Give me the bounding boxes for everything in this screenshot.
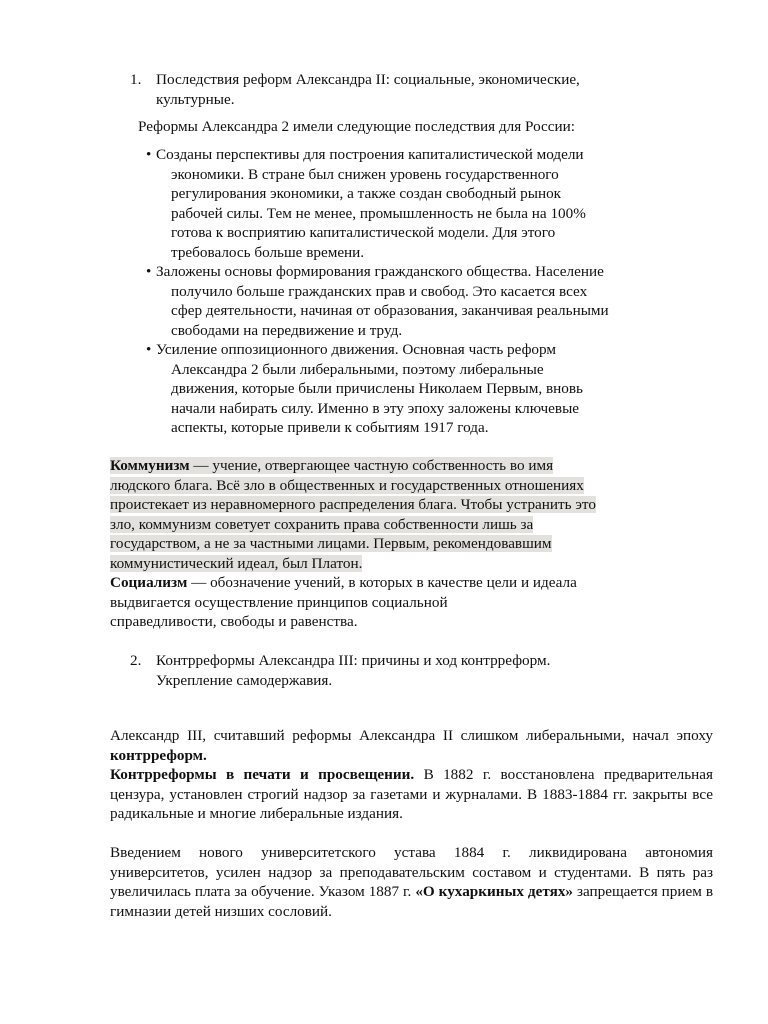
paragraph-text: Введением нового университетского устава 1884 г. ликвидирована автономия университетов, усилен надзор за преподавательским составом и студентами. В пять раз увеличилась плата за обучение. Указом 1887 г. [110, 844, 713, 900]
paragraph-text: В 1882 г. восстановлена предварительная цензура, установлен строгий надзор за газетами и журналами. В 1883-1884 гг. закрыты все радикальные и многие либеральные издания. [110, 766, 713, 822]
bullet-1-line: требовалось больше времени. [171, 243, 365, 261]
paragraph-bold-decree: «О кухаркиных детях» [415, 883, 574, 900]
paragraph-university-statute [110, 843, 713, 921]
section-1-number: 1. [130, 71, 142, 88]
bullet-3-line: начали набирать силу. Именно в эту эпоху заложены ключевые [171, 399, 580, 417]
communism-text: государством, а не за частными лицами. Первым, рекомендовавшим [110, 535, 552, 552]
socialism-text: выдвигается осуществление принципов социальной [110, 593, 448, 611]
section-1-intro: Реформы Александра 2 имели следующие последствия для России: [138, 118, 576, 135]
bullet-item-1 [146, 145, 706, 262]
communism-definition [110, 456, 710, 632]
communism-term: Коммунизм [110, 457, 190, 474]
paragraph-text: Александр III, считавший реформы Александра II слишком либеральными, начал эпоху [110, 727, 713, 744]
paragraph-text: запрещается прием в гимназии детей низших сословий. [110, 883, 714, 920]
paragraph-bold-term: контрреформ. [110, 746, 207, 764]
bullet-marker: • [146, 263, 152, 280]
communism-text: — учение, отвергающее частную собственность во имя [189, 457, 554, 474]
communism-text: зло, коммунизм советует сохранить права собственности лишь за [110, 515, 534, 533]
section-2-heading [130, 651, 690, 690]
paragraph-press-education [110, 765, 713, 824]
communism-text: проистекает из неравномерного распределения блага. Чтобы устранить это [110, 496, 596, 513]
section-2-title-line-2: Укрепление самодержавия. [156, 671, 333, 689]
bullet-2-line: свободами на передвижение и труд. [171, 321, 403, 339]
bullet-2-line: получило больше гражданских прав и свобод. Это касается всех [171, 282, 588, 300]
communism-text: людского блага. Всё зло в общественных и государственных отношениях [110, 476, 584, 494]
bullet-3-line: Усиление оппозиционного движения. Основная часть реформ [156, 341, 556, 358]
section-1-heading [130, 70, 690, 109]
paragraph-counter-reforms-intro [110, 726, 713, 765]
bullet-3-line: Александра 2 были либеральными, поэтому либеральные [171, 360, 544, 378]
bullet-3-line: аспекты, которые привели к событиям 1917 года. [171, 419, 489, 436]
section-2-title-line-1: Контрреформы Александра III: причины и ход контрреформ. [156, 652, 551, 669]
bullet-2-line: сфер деятельности, начиная от образования, заканчивая реальными [171, 302, 609, 319]
socialism-text: справедливости, свободы и равенства. [110, 613, 358, 630]
section-2-number: 2. [130, 652, 142, 669]
bullet-marker: • [146, 146, 152, 163]
bullet-3-line: движения, которые были причислены Николаем Первым, вновь [171, 380, 583, 397]
bullet-1-line: Созданы перспективы для построения капиталистической модели [156, 146, 584, 163]
socialism-term: Социализм [110, 574, 188, 591]
bullet-1-line: готова к восприятию капиталистической модели. Для этого [171, 224, 556, 241]
bullet-marker: • [146, 341, 152, 358]
section-1-title-line-1: Последствия реформ Александра II: социальные, экономические, [156, 71, 580, 88]
bullet-1-line: рабочей силы. Тем не менее, промышленность не была на 100% [171, 204, 586, 222]
socialism-text: — обозначение учений, в которых в качестве цели и идеала [187, 574, 577, 591]
section-1-title-line-2: культурные. [156, 90, 235, 108]
paragraph-bold-heading: Контрреформы в печати и просвещении. [110, 766, 415, 783]
bullet-item-3 [146, 340, 726, 438]
bullet-1-line: экономики. В стране был снижен уровень государственного [171, 165, 559, 183]
bullet-item-2 [146, 262, 726, 340]
bullet-1-line: регулирования экономики, а также создан свободный рынок [171, 185, 562, 202]
communism-text: коммунистический идеал, был Платон. [110, 554, 363, 572]
bullet-2-line: Заложены основы формирования гражданского общества. Население [156, 263, 604, 280]
